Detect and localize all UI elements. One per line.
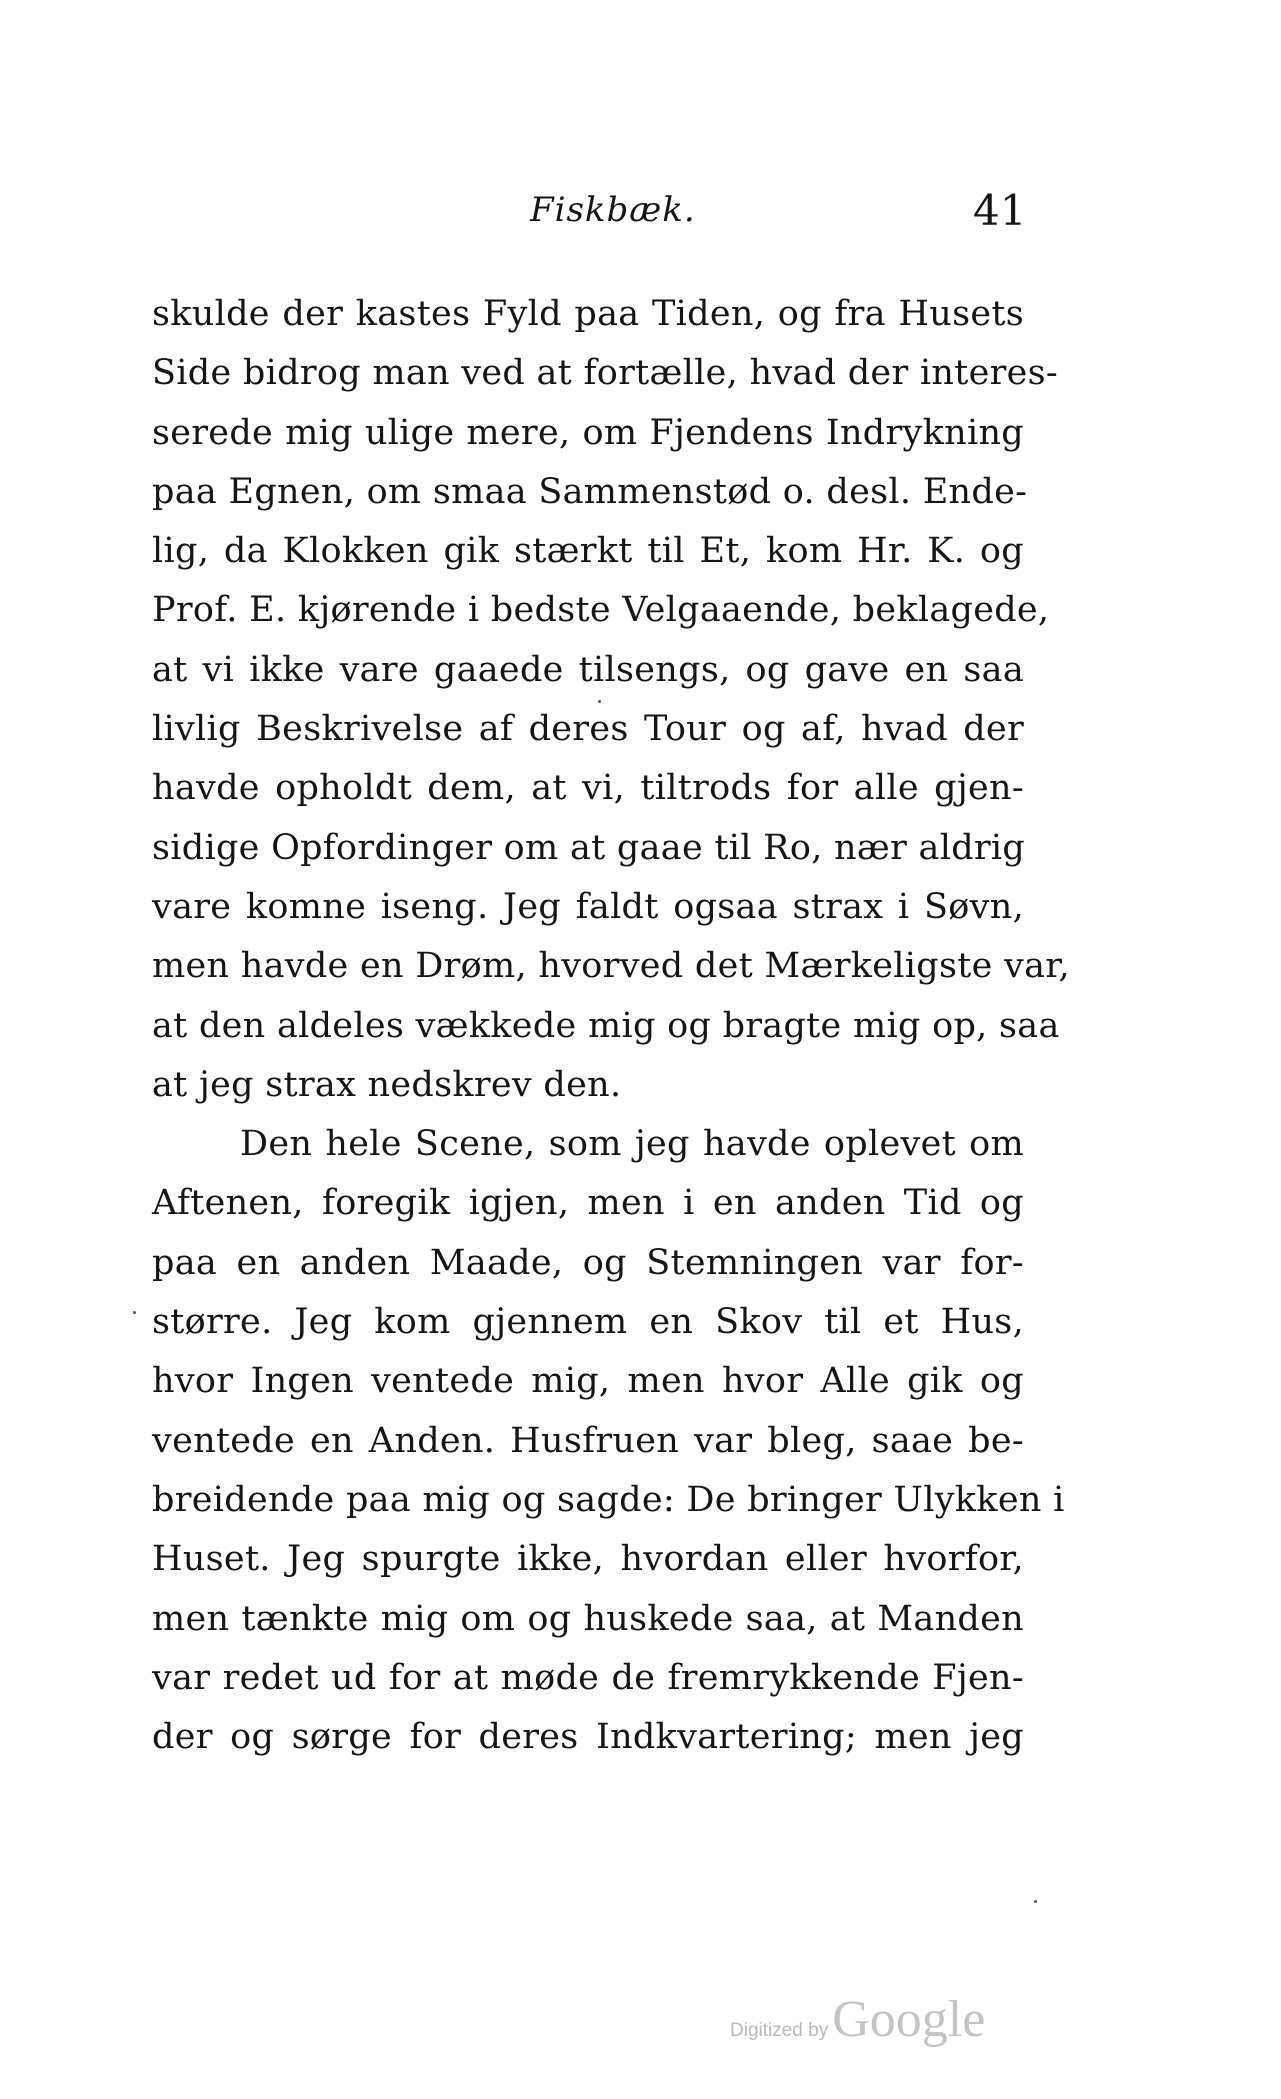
text-line: skulde der kastes Fyld paa Tiden, og fra Husets	[152, 294, 1024, 334]
scan-speck	[598, 700, 601, 703]
text-line: større. Jeg kom gjennem en Skov til et Hus,	[152, 1302, 1024, 1343]
scan-speck	[1034, 1900, 1037, 1903]
page-number: 41	[973, 186, 1027, 235]
text-line: havde opholdt dem, at vi, tiltrods for alle gjen-	[152, 768, 1024, 809]
watermark-prefix: Digitized by	[730, 2020, 829, 2041]
text-line: sidige Opfordinger om at gaae til Ro, nær aldrig	[152, 827, 1026, 868]
text-line: at jeg strax nedskrev den.	[152, 1064, 622, 1105]
text-line: men havde en Drøm, hvorved det Mærkeligste var,	[152, 946, 1070, 987]
text-line: ventede en Anden. Husfruen var bleg, saae be-	[152, 1420, 1024, 1461]
text-line: Huset. Jeg spurgte ikke, hvordan eller hvorfor,	[152, 1539, 1024, 1580]
text-line: Prof. E. kjørende i bedste Velgaaende, beklagede,	[152, 590, 1050, 631]
paragraph	[152, 285, 1070, 1115]
text-line: Side bidrog man ved at fortælle, hvad der interes-	[152, 353, 1059, 394]
scan-speck	[133, 1311, 136, 1314]
digitized-watermark	[730, 1990, 985, 2049]
text-line: Aftenen, foregik igjen, men i en anden Tid og	[152, 1183, 1024, 1224]
running-title: Fiskbæk.	[530, 190, 696, 230]
text-line: at den aldeles vækkede mig og bragte mig op, saa	[152, 1005, 1060, 1046]
text-line: vare komne iseng. Jeg faldt ogsaa strax i Søvn,	[152, 886, 1024, 927]
google-logo: Google	[832, 1991, 986, 2048]
text-line: Den hele Scene, som jeg havde oplevet om	[240, 1124, 1024, 1165]
text-line: livlig Beskrivelse af deres Tour og af, hvad der	[152, 709, 1024, 750]
text-line: paa Egnen, om smaa Sammenstød o. desl. Ende-	[152, 471, 1028, 512]
text-line: var redet ud for at møde de fremrykkende Fjen-	[152, 1657, 1024, 1698]
body-text	[152, 285, 1070, 1767]
text-line: breidende paa mig og sagde: De bringer Ulykken i	[152, 1479, 1065, 1520]
text-line: lig, da Klokken gik stærkt til Et, kom Hr. K. og	[152, 531, 1024, 572]
text-line: men tænkte mig om og huskede saa, at Manden	[152, 1598, 1024, 1639]
paragraph	[152, 1115, 1065, 1767]
text-line: serede mig ulige mere, om Fjendens Indrykning	[152, 412, 1024, 453]
text-line: at vi ikke vare gaaede tilsengs, og gave en saa	[152, 649, 1024, 690]
text-line: hvor Ingen ventede mig, men hvor Alle gik og	[152, 1361, 1024, 1402]
text-line: der og sørge for deres Indkvartering; men jeg	[152, 1717, 1024, 1758]
running-head	[0, 186, 1281, 240]
text-line: paa en anden Maade, og Stemningen var for-	[152, 1242, 1024, 1283]
